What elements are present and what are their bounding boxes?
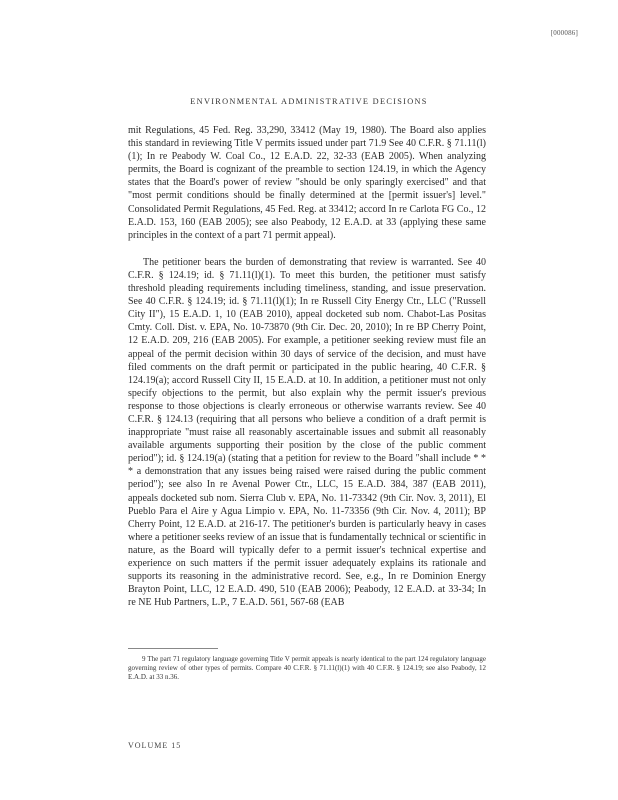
body-text [128, 124, 486, 609]
paragraph: mit Regulations, 45 Fed. Reg. 33,290, 33412 (May 19, 1980). The Board also applies this standard in reviewing Title V permits issued under part 71.9 See 40 C.F.R. § 71.11(l)(1); In re Peabody W. Coal Co., 12 E.A.D. 22, 32-33 (EAB 2005). When analyzing permits, the Board is cognizant of the preamble to section 124.19, in which the Agency states that the Board's power of review "should be only sparingly exercised" and that "most permit conditions should be finally determined at the [permit issuer's] level." Consolidated Permit Regulations, 45 Fed. Reg. at 33412; accord In re Carlota FG Co., 12 E.A.D. 153, 160 (EAB 2005); see also Peabody, 12 E.A.D. at 33 (applying these same principles in the context of a part 71 permit appeal). [128, 125, 486, 241]
running-head: ENVIRONMENTAL ADMINISTRATIVE DECISIONS [190, 97, 428, 106]
volume-footer: VOLUME 15 [128, 741, 182, 750]
footnote: 9 The part 71 regulatory language governing Title V permit appeals is nearly identical to the part 124 regulatory language governing review of other types of permits. Compare 40 C.F.R. § 71.11(l)(1) with 40 C.F.R. § 124.19; see also Peabody, 12 E.A.D. at 33 n.36. [128, 655, 486, 682]
page-number: [000086] [550, 29, 578, 37]
footnote-divider [128, 648, 218, 649]
paragraph: The petitioner bears the burden of demonstrating that review is warranted. See 40 C.F.R. § 124.19; id. § 71.11(l)(1). To meet this burden, the petitioner must satisfy threshold pleading requirements including timeliness, standing, and issue preservation. See 40 C.F.R. § 124.19; id. § 71.11(l)(1); In re Russell City Energy Ctr., LLC ("Russell City II"), 15 E.A.D. 1, 10 (EAB 2010), appeal docketed sub nom. Chabot-Las Positas Cmty. Coll. Dist. v. EPA, No. 10-73870 (9th Cir. Dec. 20, 2010); In re BP Cherry Point, 12 E.A.D. 209, 216 (EAB 2005). For example, a petitioner seeking review must file an appeal of the permit decision within 30 days of service of the decision, and must have filed comments on the draft permit or participated in the public hearing, 40 C.F.R. § 124.19(a); accord Russell City II, 15 E.A.D. at 10. In addition, a petitioner must not only specify objections to the permit, but also explain why the permit issuer's previous response to those objections is clearly erroneous or otherwise warrants review. See 40 C.F.R. § 124.13 (requiring that all persons who believe a condition of a draft permit is inappropriate "must raise all reasonably ascertainable issues and submit all reasonably available arguments supporting their position by the close of the public comment period"); id. § 124.19(a) (stating that a petition for review to the Board "shall include * * * a demonstration that any issues being raised were raised during the public comment period"); see also In re Avenal Power Ctr., LLC, 15 E.A.D. 384, 387 (EAB 2011), appeals docketed sub nom. Sierra Club v. EPA, No. 11-73342 (9th Cir. Nov. 3, 2011), El Pueblo Para el Aire y Agua Limpio v. EPA, No. 11-73356 (9th Cir. Nov. 4, 2011); BP Cherry Point, 12 E.A.D. at 216-17. The petitioner's burden is particularly heavy in cases where a petitioner seeks review of an issue that is fundamentally technical or scientific in nature, as the Board will typically defer to a permit issuer's technical expertise and experience on such matters if the permit issuer adequately explains its rationale and supports its reasoning in the administrative record. See, e.g., In re Dominion Energy Brayton Point, LLC, 12 E.A.D. 490, 510 (EAB 2006); Peabody, 12 E.A.D. at 33-34; In re NE Hub Partners, L.P., 7 E.A.D. 561, 567-68 (EAB [128, 256, 486, 609]
